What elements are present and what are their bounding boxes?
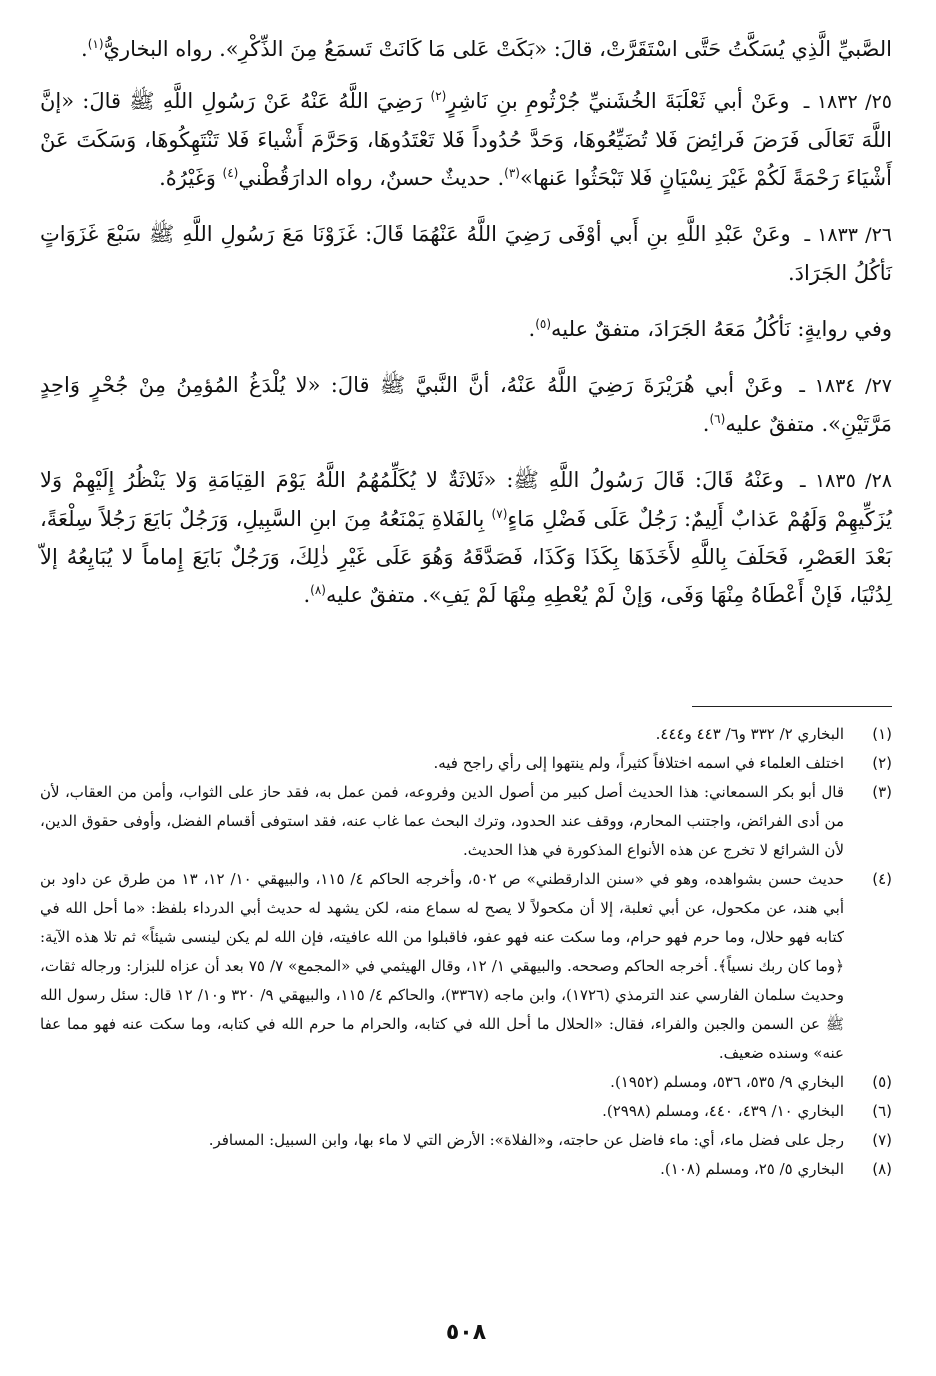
- hadith-number: ٢٥/ ١٨٣٢ ـ: [803, 91, 893, 113]
- footnote-number: (٨): [872, 1160, 892, 1178]
- hadith-1835: [40, 461, 892, 614]
- footnote-item: [40, 1068, 892, 1097]
- hadith-tail: .: [81, 37, 88, 61]
- hadith-tail: وَغَيْرُهُ.: [159, 166, 216, 190]
- hadith-text: وعَنْهُ قَالَ: قَالَ رَسُولُ اللَّهِ ﷺ: «ثَلاثَةٌ لا يُكَلِّمُهُمُ اللَّهُ يَوْمَ القِيَامَةِ وَلا يَنْظُرُ إِلَيْهِمْ وَلا يُزَكِّيهِمْ وَلَهُمْ عَذابٌ أَلِيمٌ: رَجُلٌ عَلَى فَضْلِ مَاءٍ: [40, 468, 893, 531]
- footnote-ref[interactable]: (٦): [709, 412, 726, 426]
- footnote-number: (٤): [872, 870, 892, 888]
- footnote-ref[interactable]: (٣): [504, 166, 520, 180]
- footnote-number: (٥): [872, 1073, 892, 1091]
- footnote-item: [40, 720, 892, 749]
- book-page: [40, 30, 892, 1376]
- footnote-ref[interactable]: (٤): [222, 166, 239, 180]
- hadith-1833: [40, 215, 892, 292]
- hadith-tail: .: [303, 583, 311, 607]
- footnote-item: [40, 1155, 892, 1184]
- footnote-number: (٢): [872, 754, 892, 772]
- hadith-tail: بِالفَلاةِ يَمْنَعُهُ مِنَ ابنِ السَّبِيلِ، وَرَجُلٌ بَايَعَ رَجُلاً سِلْعَةً، بَعْدَ العَصْرِ، فَحَلَفَ بِاللَّهِ لأَخَذَهَا بِكَذَا وَكَذَا، فَصَدَّقَهُ وَهُوَ عَلَى غَيْرِ ذٰلِكَ، وَرَجُلٌ بَايَعَ إِماماً لا يُبَايِعُهُ إلاّ لِدُنْيَا، فَإنْ أَعْطَاهُ مِنْهَا وَفَى، وَإنْ لَمْ يُعْطِهِ مِنْهَا لَمْ يَفِ». متفقٌ عليه: [40, 507, 892, 607]
- footnote-ref[interactable]: (٧): [491, 507, 508, 521]
- footnote-text: اختلف العلماء في اسمه اختلافاً كثيراً، ولم ينتهوا إلى رأي راجح فيه.: [433, 754, 844, 772]
- hadith-tail: .: [528, 317, 536, 341]
- page-number: ٥٠٨: [445, 1320, 487, 1345]
- hadith-riwaya: [40, 310, 892, 348]
- footnote-ref[interactable]: (٢): [430, 89, 447, 103]
- footnote-item: [40, 749, 892, 778]
- hadith-tail: رَضِيَ اللَّهُ عَنْهُ عَنْ رَسُولِ اللَّهِ ﷺ قالَ: «إنَّ اللَّهَ تَعَالَى فَرَضَ فَرائِضَ فَلا تُضَيِّعُوهَا، وَحَدَّ حُدُوداً فَلا تَعْتَدُوهَا، وَحَرَّمَ أَشْياءَ فَلا تَنْتَهِكُوهَا، وَسَكَتَ عَنْ أَشْيَاءَ رَحْمَةً لَكُمْ غَيْرَ نِسْيَانٍ فَلا تَبْحَثُوا عَنها»: [40, 89, 892, 190]
- footnote-text: البخاري ٥/ ٢٥، ومسلم (١٠٨).: [660, 1160, 844, 1178]
- footnote-item: [40, 1126, 892, 1155]
- hadith-1832: [40, 82, 892, 197]
- hadith-text: وعَنْ أبي هُرَيْرَةَ رَضِيَ اللَّهُ عَنْهُ، أنَّ النَّبيَّ ﷺ قالَ: «لا يُلْدَغُ المُؤمِنُ مِنْ جُحْرٍ وَاحِدٍ مَرَّتَيْنِ». متفقٌ عليه: [40, 373, 892, 436]
- footnote-number: (٧): [872, 1131, 892, 1149]
- hadith-text: وعَنْ أبي ثَعْلَبَةَ الخُشَنيِّ جُرْثُومِ بنِ نَاشِرٍ: [446, 89, 790, 113]
- footnotes: [40, 720, 892, 1184]
- footnote-item: [40, 1097, 892, 1126]
- footnote-text: البخاري ٩/ ٥٣٥، ٥٣٦، ومسلم (١٩٥٢).: [610, 1073, 844, 1091]
- hadith-number: ٢٦/ ١٨٣٣ ـ: [804, 224, 892, 246]
- footnote-text: رجل على فضل ماء، أي: ماء فاضل عن حاجته، و«الفلاة»: الأرض التي لا ماء بها، وابن السبيل: المسافر.: [208, 1131, 844, 1149]
- hadith-tail: . حديثٌ حسنٌ، رواه الدارَقُطْني: [238, 166, 505, 190]
- footnote-text: قال أبو بكر السمعاني: هذا الحديث أصل كبير من أصول الدين وفروعه، فمن عمل به، فقد حاز على الثواب، وأمن من العقاب، لأن من أدى الفرائض، واجتنب المحارم، ووقف عند الحدود، وترك البحث عما غاب عنه، فقد استوفى أقسام الفضل، وأوفى حقوق الدين، لأن الشرائع لا تخرج عن هذه الأنواع المذكورة في هذا الحديث.: [40, 783, 844, 859]
- footnote-item: [40, 778, 892, 865]
- footnote-number: (٣): [872, 783, 892, 801]
- footnote-item: [40, 865, 892, 1068]
- footnote-ref[interactable]: (٥): [535, 317, 552, 331]
- hadith-continuation: [40, 30, 892, 68]
- hadith-text: وفي روايةٍ: نَأكُلُ مَعَهُ الجَرَادَ، متفقٌ عليه: [551, 317, 892, 341]
- hadith-number: ٢٨/ ١٨٣٥ ـ: [800, 470, 892, 492]
- footnote-text: البخاري ٢/ ٣٣٢ و٦/ ٤٤٣ و٤٤٤.: [655, 725, 844, 743]
- footnote-divider: [692, 706, 892, 707]
- footnote-number: (١): [872, 725, 892, 743]
- footnote-ref[interactable]: (١): [87, 37, 104, 51]
- hadith-text: وعَنْ عَبْدِ اللَّهِ بنِ أَبي أوْفَى رَضِيَ اللَّهُ عَنْهُمَا قَالَ: غَزَوْنَا مَعَ رَسُولِ اللَّهِ ﷺ سَبْعَ غَزَوَاتٍ نَأكُلُ الجَرَادَ.: [40, 222, 892, 285]
- footnote-number: (٦): [872, 1102, 892, 1120]
- footnote-ref[interactable]: (٨): [310, 583, 326, 597]
- hadith-1834: [40, 366, 892, 443]
- footnote-text: البخاري ١٠/ ٤٣٩، ٤٤٠، ومسلم (٢٩٩٨).: [602, 1102, 844, 1120]
- footnote-text: حديث حسن بشواهده، وهو في «سنن الدارقطني» ص ٥٠٢، وأخرجه الحاكم ٤/ ١١٥، والبيهقي ١٠/ ١٢، ١٣ من طرق عن داود بن أبي هند، عن مكحول، عن أبي ثعلبة، إلا أن مكحولاً لا يصح له سماع منه، لكن يشهد له حديث أبي الدرداء بلفظ: «ما أحل الله في كتابه فهو حلال، وما حرم فهو حرام، وما سكت عنه فهو عفو، فاقبلوا من الله عافيته، فإن الله لم يكن لينسى شيئاً» ثم تلا هذه الآية: ﴿وما كان ربك نسياً﴾. أخرجه الحاكم وصححه. والبيهقي ١/ ١٢، وقال الهيثمي في «المجمع» ٧/ ٧٥ بعد أن عزاه للبزار: ورجاله ثقات، وحديث سلمان الفارسي عند الترمذي (١٧٢٦)، وابن ماجه (٣٣٦٧)، والحاكم ٤/ ١١٥، والبيهقي ٩/ ٣٢٠ و١٠/ ١٢ قال: سئل رسول الله ﷺ عن السمن والجبن والفراء، فقال: «الحلال ما أحل الله في كتابه، والحرام ما حرم الله في كتابه، وما سكت عنه فهو مما عفا عنه» وسنده ضعيف.: [40, 870, 845, 1062]
- hadith-tail: .: [702, 412, 710, 436]
- hadith-number: ٢٧/ ١٨٣٤ ـ: [799, 375, 892, 397]
- hadith-text: الصَّبيِّ الَّذِي يُسَكَّتُ حَتَّى اسْتَقَرَّتْ، قالَ: «بَكَتْ عَلى مَا كَانَتْ تَسمَعُ مِنَ الذِّكْرِ». رواه البخاريُّ: [103, 37, 892, 61]
